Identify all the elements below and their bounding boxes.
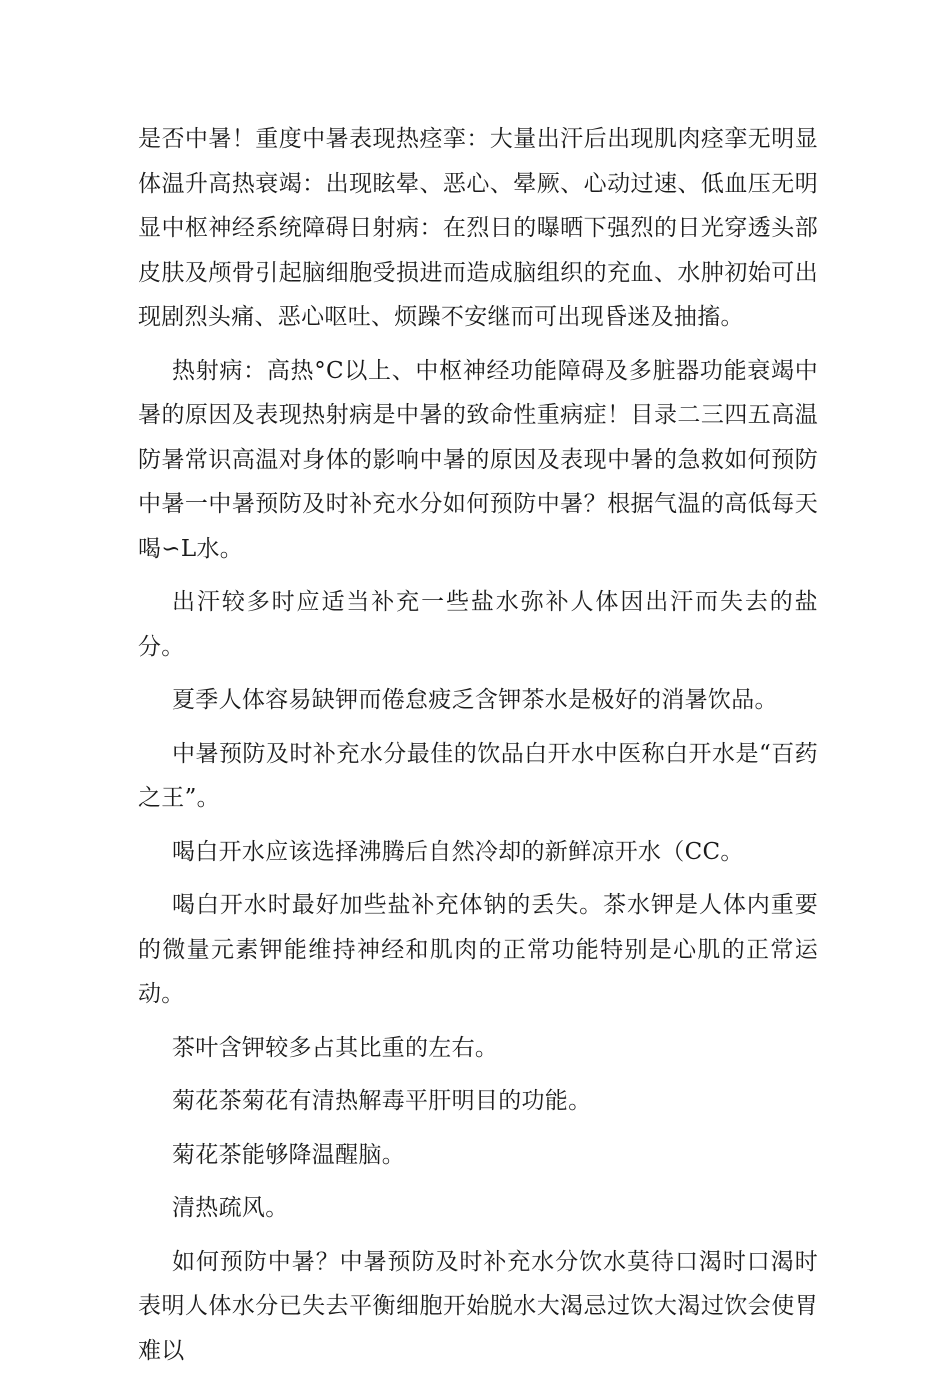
paragraph: 茶叶含钾较多占其比重的左右。 [172,1034,499,1061]
paragraph: 中暑预防及时补充水分最佳的饮品白开水中医称白开水是“百药之王”。 [138,740,818,811]
paragraph: 热射病：高热°C以上、中枢神经功能障碍及多脏器功能衰竭中暑的原因及表现热射病是中暑的致命性重病症！目录二三四五高温防暑常识高温对身体的影响中暑的原因及表现中暑的急救如何预防中暑一中暑预防及时补充水分如何预防中暑？根据气温的高低每天喝∽L水。 [138,357,818,562]
paragraph: 菊花茶能够降温醒脑。 [172,1141,405,1168]
paragraph: 出汗较多时应适当补充一些盐水弥补人体因出汗而失去的盐分。 [138,589,818,660]
paragraph: 菊花茶菊花有清热解毒平肝明目的功能。 [172,1088,592,1114]
document-body [138,117,818,1382]
paragraph: 如何预防中暑？中暑预防及时补充水分饮水莫待口渴时口渴时表明人体水分已失去平衡细胞开始脱水大渴忌过饮大渴过饮会使胃难以 [138,1248,818,1364]
paragraph: 夏季人体容易缺钾而倦怠疲乏含钾茶水是极好的消暑饮品。 [172,687,778,713]
paragraph: 喝白开水时最好加些盐补充体钠的丢失。茶水钾是人体内重要的微量元素钾能维持神经和肌肉的正常功能特别是心肌的正常运动。 [138,892,818,1007]
paragraph: 清热疏风。 [172,1195,289,1221]
paragraph: 是否中暑！重度中暑表现热痉挛：大量出汗后出现肌肉痉挛无明显体温升高热衰竭：出现眩晕、恶心、晕厥、心动过速、低血压无明显中枢神经系统障碍日射病：在烈日的曝晒下强烈的日光穿透头部皮肤及颅骨引起脑细胞受损进而造成脑组织的充血、水肿初始可出现剧烈头痛、恶心呕吐、烦躁不安继而可出现昏迷及抽搐。 [138,126,818,330]
paragraph: 喝白开水应该选择沸腾后自然冷却的新鲜凉开水（CC。 [172,838,744,865]
